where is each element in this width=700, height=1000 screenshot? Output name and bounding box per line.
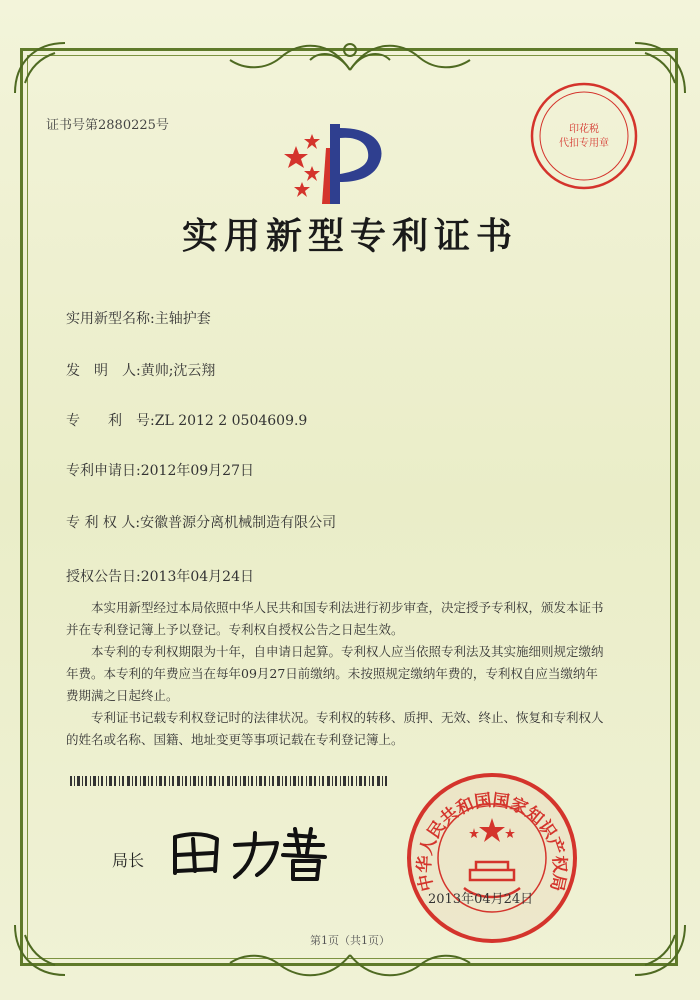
field-inventors [66, 360, 215, 380]
director-label: 局长 [112, 851, 145, 870]
field-patent-no-value: ZL 2012 2 0504609.9 [154, 413, 308, 429]
field-filing-date [66, 460, 254, 480]
field-name-value: 主轴护套 [154, 311, 211, 327]
body-text [66, 597, 606, 751]
svg-text:中华人民共和国国家知识产权局: 中华人民共和国国家知识产权局 [414, 790, 570, 894]
corner-ornament-bottom-right [630, 920, 690, 980]
national-ip-seal [404, 770, 580, 946]
field-inventors-value: 黄帅;沈云翔 [140, 363, 216, 379]
field-grant-date [66, 566, 254, 586]
page-title: 实用新型专利证书 [181, 215, 518, 257]
barcode-strip [70, 776, 390, 786]
body-paragraph-2: 本专利的专利权期限为十年，自申请日起算。专利权人应当依照专利法及其实施细则规定缴纳年费。本专利的年费应当在每年09月27日前缴纳。未按照规定缴纳年费的，专利权自应当缴纳年费期满之日起终止。 [66, 644, 604, 703]
field-name-label: 实用新型名称: [66, 311, 155, 327]
field-patent-no-label: 专 利 号: [66, 413, 155, 429]
svg-text:代扣专用章: 代扣专用章 [559, 138, 609, 149]
tax-stamp [528, 80, 640, 192]
corner-ornament-bottom-left [10, 920, 70, 980]
top-ornament [220, 30, 480, 80]
field-name [66, 308, 211, 328]
certificate-number: 证书号第2880225号 [46, 118, 169, 133]
field-grant-date-value: 2013年04月24日 [140, 569, 254, 585]
body-paragraph-3: 专利证书记载专利权登记时的法律状况。专利权的转移、质押、无效、终止、恢复和专利权人的姓名或名称、国籍、地址变更等事项记载在专利登记簿上。 [66, 710, 604, 747]
director-signature [165, 815, 340, 885]
seal-date: 2013年04月24日 [428, 892, 534, 907]
field-filing-date-value: 2012年09月27日 [140, 463, 254, 479]
field-patent-no [66, 410, 307, 430]
field-grant-date-label: 授权公告日: [66, 569, 141, 585]
field-inventors-label: 发 明 人: [66, 363, 141, 379]
corner-ornament-top-left [10, 38, 70, 98]
field-patentee-label: 专 利 权 人: [66, 515, 141, 531]
patent-office-logo [282, 118, 394, 206]
svg-text:印花税: 印花税 [569, 124, 599, 135]
field-patentee-value: 安徽普源分离机械制造有限公司 [140, 515, 337, 531]
field-patentee [66, 512, 336, 532]
body-paragraph-1: 本实用新型经过本局依照中华人民共和国专利法进行初步审查，决定授予专利权，颁发本证书并在专利登记簿上予以登记。专利权自授权公告之日起生效。 [66, 600, 604, 637]
page-footer: 第1页（共1页） [310, 934, 390, 947]
field-filing-date-label: 专利申请日: [66, 463, 141, 479]
bottom-ornament [220, 945, 480, 985]
